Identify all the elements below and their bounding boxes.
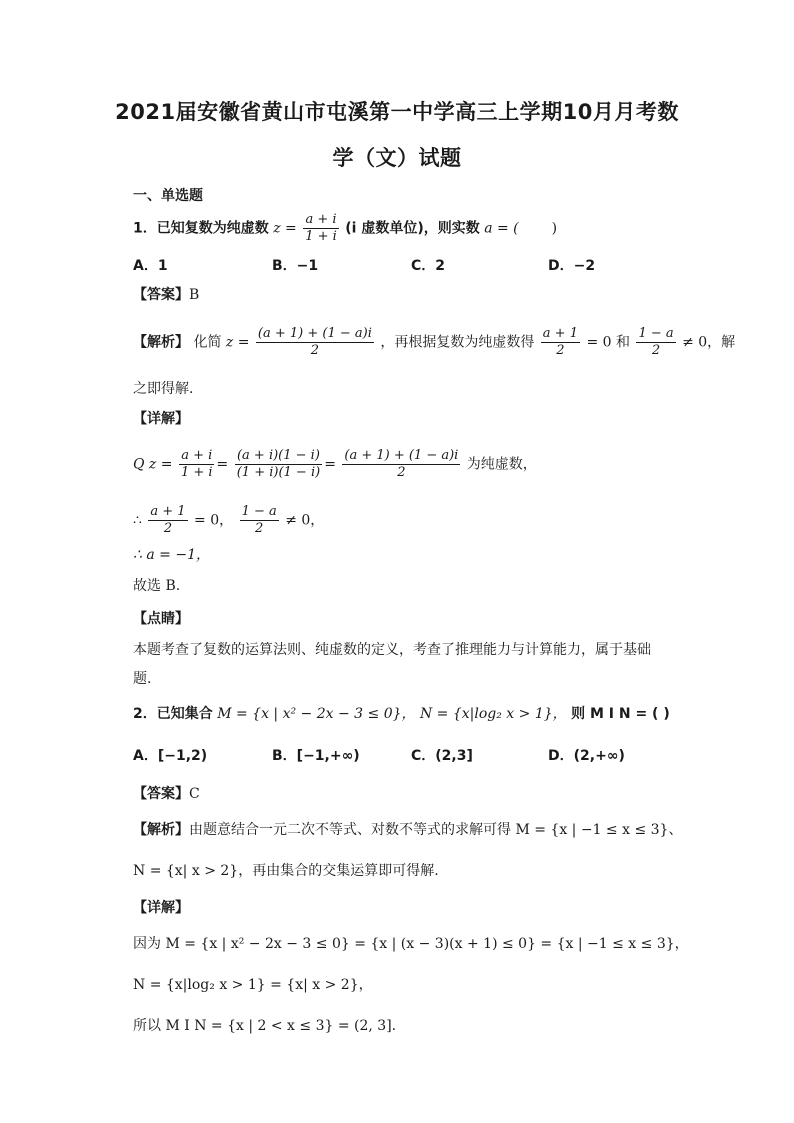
q1-analysis-frac-1-num: (a + 1) + (1 − a)i xyxy=(257,326,372,341)
q1-analysis-tag: 【解析】 xyxy=(133,334,189,351)
q1-analysis-frac-3-num: 1 − a xyxy=(638,326,674,341)
q1-analysis-frac-3 xyxy=(636,326,675,359)
q1-analysis-ne0: ≠ 0，解 xyxy=(682,334,736,351)
q1-stem-prefix: 1．已知复数为纯虚数 xyxy=(133,220,269,237)
section-heading: 一、单选题 xyxy=(133,188,203,204)
q1-d2-frac-2 xyxy=(240,504,279,537)
q1-stem xyxy=(133,212,557,245)
q1-d2-pre: ∴ xyxy=(133,512,142,529)
document-title-line-1: 2021届安徽省黄山市屯溪第一中学高三上学期10月月考数 xyxy=(115,100,679,124)
q1-option-c: C．2 xyxy=(411,258,446,274)
q1-answer xyxy=(133,285,199,305)
q1-option-b: B．−1 xyxy=(272,258,319,274)
q1-detail-line-4: 故选 B. xyxy=(133,578,181,594)
q2-stem-end: 则 M I N = ( ) xyxy=(571,706,670,722)
q2-detail-line-2: N = {x|log₂ x > 1} = {x| x > 2}， xyxy=(133,977,373,993)
q1-d1-frac-3 xyxy=(342,448,460,481)
q2-analysis-line-1: 由题意结合一元二次不等式、对数不等式的求解可得 M = {x | −1 ≤ x ≤ 3}、 xyxy=(189,822,683,838)
q1-analysis-frac-1-den: 2 xyxy=(310,343,320,358)
document-title-line-2: 学（文）试题 xyxy=(332,146,462,170)
q1-d1-frac-2 xyxy=(235,448,322,481)
q2-stem xyxy=(133,704,670,724)
q1-d1-frac-2-den: (1 + i)(1 − i) xyxy=(236,465,321,480)
q1-analysis-line-2: 之即得解. xyxy=(133,381,194,397)
q1-d1-frac-3-num: (a + 1) + (1 − a)i xyxy=(344,448,459,463)
q2-analysis xyxy=(133,820,682,840)
q2-N-def: N = {x|log₂ x > 1}， xyxy=(419,706,567,722)
q1-answer-tag: 【答案】 xyxy=(133,287,189,303)
q1-d2-frac-1 xyxy=(148,504,187,537)
q2-option-d: D．(2,+∞) xyxy=(548,748,625,764)
q1-detail-line-3: ∴ a = −1， xyxy=(133,547,210,563)
q1-d1-frac-1-den: 1 + i xyxy=(180,465,213,480)
q1-analysis-eq0: = 0 和 xyxy=(586,334,630,351)
q2-option-a: A．[−1,2) xyxy=(133,748,208,764)
q1-d1-frac-2-num: (a + i)(1 − i) xyxy=(236,448,320,463)
q1-stem-middle: (i 虚数单位)，则实数 xyxy=(345,220,480,237)
q1-d1-frac-3-den: 2 xyxy=(397,465,406,480)
q1-a-eq: a = ( xyxy=(484,220,519,237)
q2-detail-line-1: 因为 M = {x | x² − 2x − 3 ≤ 0} = {x | (x − 3)(x + 1) ≤ 0} = {x | −1 ≤ x ≤ 3}， xyxy=(133,936,689,952)
q1-point-line-1: 本题考查了复数的运算法则、纯虚数的定义，考查了推理能力与计算能力，属于基础 xyxy=(133,642,651,658)
q1-answer-value: B xyxy=(189,287,200,303)
q2-option-b: B．[−1,+∞) xyxy=(272,748,360,764)
q1-d2-end: ≠ 0， xyxy=(285,512,325,529)
q1-d1-frac-1-num: a + i xyxy=(181,448,213,463)
q2-answer-value: C xyxy=(189,786,200,802)
q1-frac-den: 1 + i xyxy=(305,229,337,244)
q1-analysis-frac-1 xyxy=(256,326,374,359)
q2-detail-line-3: 所以 M I N = {x | 2 < x ≤ 3} = (2, 3]. xyxy=(133,1018,397,1034)
q2-analysis-tag: 【解析】 xyxy=(133,822,189,838)
q1-analysis-frac-2-num: a + 1 xyxy=(542,326,578,341)
q1-analysis-frac-2-den: 2 xyxy=(556,343,565,358)
q1-detail-line-2 xyxy=(133,504,324,537)
q1-d1-post: 为纯虚数， xyxy=(466,456,537,473)
q1-analysis-z: z = xyxy=(225,334,250,351)
q2-detail-tag: 【详解】 xyxy=(133,900,189,916)
q2-option-c: C．(2,3] xyxy=(411,748,473,764)
q1-d2-frac-1-num: a + 1 xyxy=(150,504,186,519)
q2-stem-prefix: 2．已知集合 xyxy=(133,706,213,722)
q1-analysis-pre: 化简 xyxy=(193,334,222,351)
q1-detail-line-1: Q z = $\frac{a + i}{1 + i}$ = $\frac{(a + i)(1 - i)}{(1 + i)(1 - i)}$ = $\frac{(a + 1) + (1 - a)i}{2}$ 为纯虚数， xyxy=(133,448,537,480)
q1-d2-frac-2-num: 1 − a xyxy=(241,504,277,519)
q1-analysis-frac-3-den: 2 xyxy=(651,343,661,358)
q1-analysis-mid: ，再根据复数为纯虚数得 xyxy=(380,334,535,351)
q1-d2-frac-1-den: 2 xyxy=(163,521,173,536)
q1-stem-end: ) xyxy=(551,220,558,237)
q1-d2-mid: = 0， xyxy=(194,512,234,529)
q1-d1-frac-1 xyxy=(179,448,215,481)
q1-point-tag: 【点睛】 xyxy=(133,611,189,627)
q1-frac-num: a + i xyxy=(305,212,337,227)
q2-M-def: M = {x | x² − 2x − 3 ≤ 0}， xyxy=(217,706,416,722)
q1-point-line-2: 题. xyxy=(133,671,152,687)
q2-answer xyxy=(133,784,200,804)
q1-z-eq: z = xyxy=(273,220,297,237)
q1-option-a: A．1 xyxy=(133,258,168,274)
q2-answer-tag: 【答案】 xyxy=(133,786,189,802)
q1-analysis-frac-2 xyxy=(541,326,580,359)
q1-d2-frac-2-den: 2 xyxy=(255,521,264,536)
q1-option-d: D．−2 xyxy=(548,258,596,274)
q2-analysis-line-2: N = {x| x > 2}，再由集合的交集运算即可得解. xyxy=(133,863,439,879)
q1-d1-pre: Q z = xyxy=(133,456,173,473)
q1-fraction xyxy=(303,212,339,245)
q1-detail-tag: 【详解】 xyxy=(133,411,189,427)
q1-analysis xyxy=(133,326,735,359)
